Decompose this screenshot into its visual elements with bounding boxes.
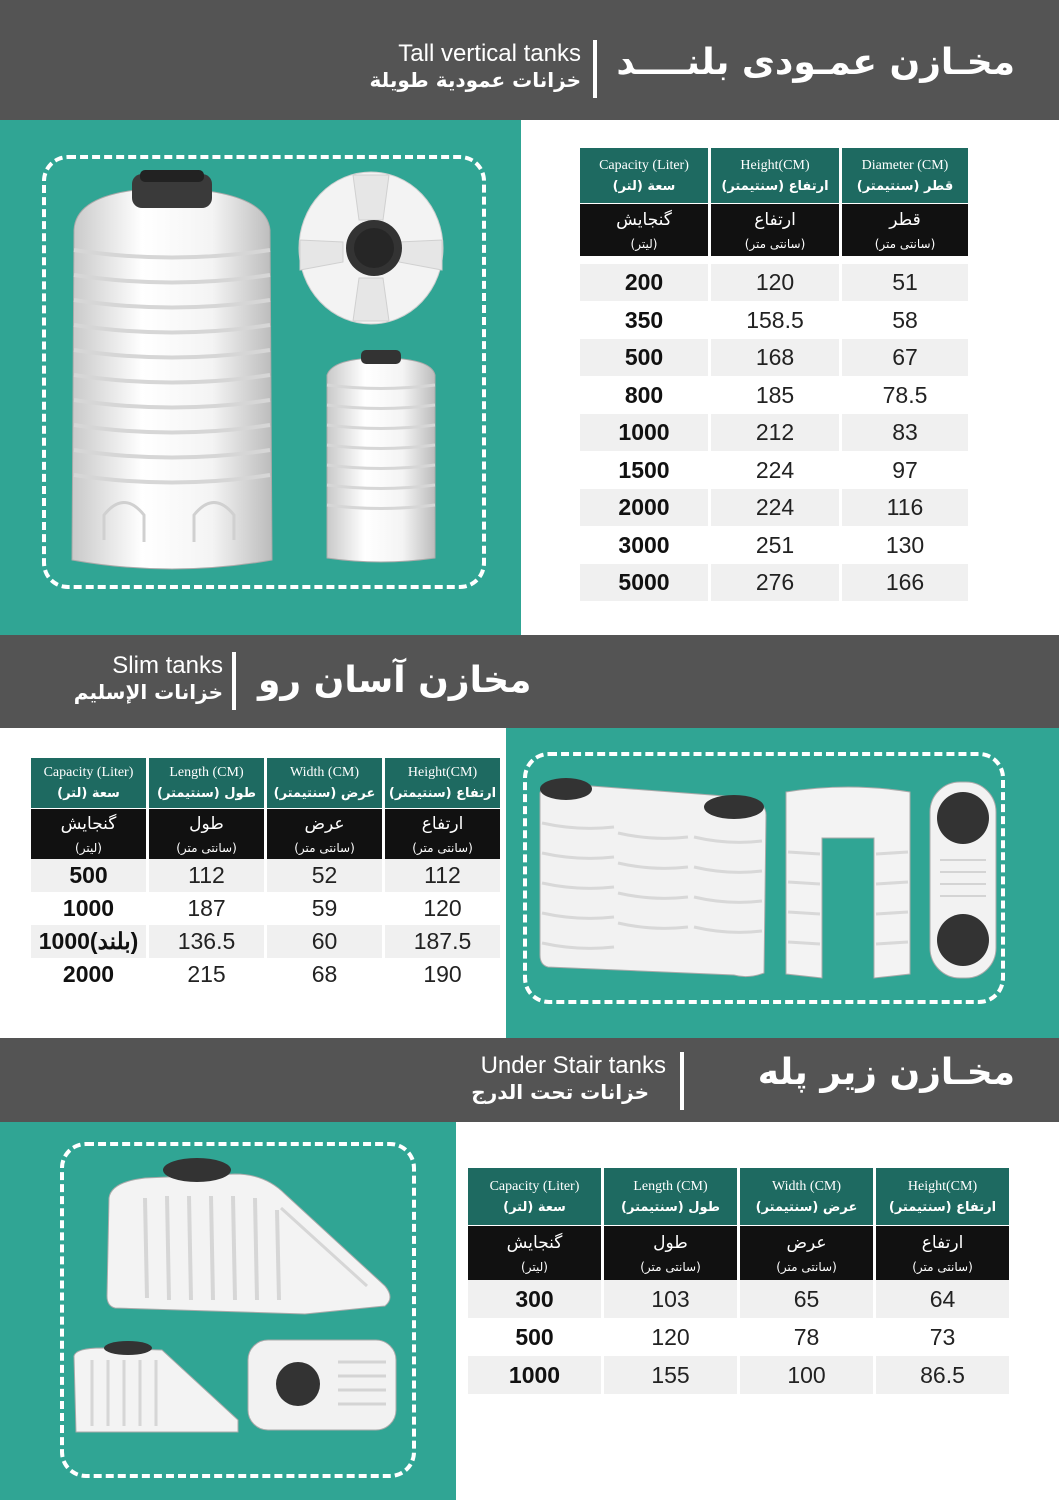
tall-tank-image <box>66 170 281 580</box>
under-stair-tank-side-image <box>72 1340 242 1435</box>
section-3-title-ar: خزانات تحت الدرج <box>471 1080 649 1104</box>
table-row: 500 112 52 112 <box>31 859 500 892</box>
slim-tank-image <box>538 775 770 980</box>
section-2-title-en: Slim tanks <box>112 652 223 679</box>
table-row: 3000 251 130 <box>618 531 925 558</box>
column-subheader-width: عرض (سانتی متر) <box>740 1226 873 1280</box>
small-tall-tank-image <box>323 350 438 565</box>
column-header-height: Height(CM) ارتفاع (سنتيمتر) <box>385 758 500 809</box>
slim-tanks-spec-table <box>28 758 503 991</box>
column-header-width: Width (CM) عرض (سنتيمتر) <box>267 758 382 809</box>
table-row: 5000 276 166 <box>580 564 968 601</box>
section-3-title-en: Under Stair tanks <box>480 1052 666 1079</box>
column-subheader-capacity: گنجایش (لیتر) <box>468 1226 601 1280</box>
slim-tank-top-image <box>928 780 998 980</box>
table-row: 1000 212 83 <box>580 414 968 451</box>
title-divider <box>232 652 236 710</box>
table-row: 2000 224 116 <box>580 489 968 526</box>
table-row: 800 185 78.5 <box>624 381 928 408</box>
section-1-title-ar: خزانات عمودية طويلة <box>369 68 581 92</box>
table-row: 1000 155 100 86.5 <box>468 1356 1009 1394</box>
table-row: 200 120 51 <box>580 264 968 301</box>
table-row: 300 103 65 64 <box>468 1280 1009 1318</box>
table-row: 500 120 78 73 <box>515 1323 956 1350</box>
section-2-title-ar: خزانات الإسليم <box>73 680 223 704</box>
column-subheader-height: ارتفاع (سانتی متر) <box>711 204 839 256</box>
section-3-title-fa: مخـازن زیر پله <box>757 1052 1015 1093</box>
table-row: 1000 187 59 120 <box>62 895 462 921</box>
column-subheader-length: طول (سانتی متر) <box>604 1226 737 1280</box>
column-subheader-length: طول (سانتی متر) <box>149 809 264 859</box>
column-subheader-height: ارتفاع (سانتی متر) <box>876 1226 1009 1280</box>
under-stair-tank-top-image <box>246 1338 398 1433</box>
column-subheader-height: ارتفاع (سانتی متر) <box>385 809 500 859</box>
table-row: 2000 215 68 190 <box>62 961 462 987</box>
section-1-title-fa: مخـازن عمـودی بلنــــد <box>616 42 1015 83</box>
title-divider <box>593 40 597 98</box>
section-2-title-fa: مخازن آسان رو <box>258 660 532 701</box>
column-subheader-capacity: گنجایش (لیتر) <box>31 809 146 859</box>
column-header-capacity: Capacity (Liter) سعة (لتر) <box>31 758 146 809</box>
under-stair-tank-image <box>105 1158 397 1318</box>
under-stair-tanks-spec-table <box>465 1168 1012 1394</box>
tank-top-view-image <box>298 170 444 326</box>
column-subheader-width: عرض (سانتی متر) <box>267 809 382 859</box>
column-header-diameter: Diameter (CM) قطر (سنتيمتر) <box>842 148 968 204</box>
table-row: 350 158.5 58 <box>624 306 918 333</box>
column-header-length: Length (CM) طول (سنتيمتر) <box>604 1168 737 1226</box>
table-row: 1500 224 97 <box>618 456 918 483</box>
table-row: (بلند)1000 136.5 60 187.5 <box>31 925 500 958</box>
column-subheader-diameter: قطر (سانتی متر) <box>842 204 968 256</box>
column-header-height: Height(CM) ارتفاع (سنتيمتر) <box>876 1168 1009 1226</box>
column-header-height: Height(CM) ارتفاع (سنتيمتر) <box>711 148 839 204</box>
column-header-capacity: Capacity (Liter) سعة (لتر) <box>580 148 708 204</box>
column-header-length: Length (CM) طول (سنتيمتر) <box>149 758 264 809</box>
slim-tank-side-image <box>782 782 914 980</box>
column-subheader-capacity: گنجایش (لیتر) <box>580 204 708 256</box>
column-header-capacity: Capacity (Liter) سعة (لتر) <box>468 1168 601 1226</box>
title-divider <box>680 1052 684 1110</box>
tall-tanks-spec-table <box>577 148 971 601</box>
column-header-width: Width (CM) عرض (سنتيمتر) <box>740 1168 873 1226</box>
section-1-title-en: Tall vertical tanks <box>398 40 581 67</box>
table-row: 500 168 67 <box>580 339 968 376</box>
